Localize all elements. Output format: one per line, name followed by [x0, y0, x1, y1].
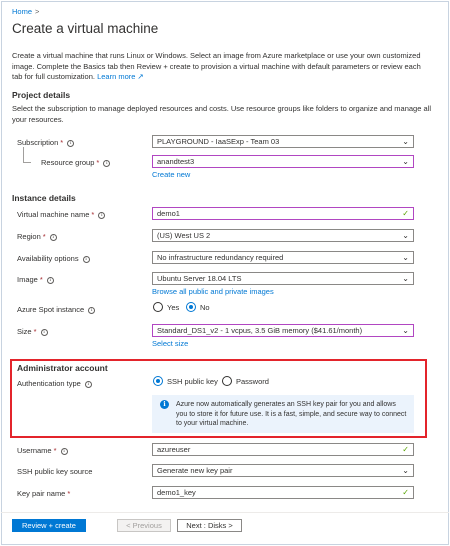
info-icon: i	[160, 400, 169, 409]
chevron-down-icon: ⌄	[402, 137, 409, 146]
ssh-source-label	[17, 467, 92, 476]
spot-no-label: No	[200, 302, 210, 312]
region-label-text: Region	[17, 232, 41, 241]
required-marker: *	[42, 232, 46, 241]
breadcrumb-separator: >	[35, 7, 40, 16]
size-value: Standard_DS1_v2 - 1 vcpus, 3.5 GiB memory ($41.61/month)	[157, 326, 363, 335]
learn-more-link[interactable]: Learn more	[97, 72, 136, 81]
breadcrumb	[12, 7, 39, 16]
region-label	[17, 232, 57, 241]
radio-button[interactable]	[153, 302, 163, 312]
size-label	[17, 327, 48, 336]
subscription-dropdown[interactable]	[152, 135, 414, 148]
username-input[interactable]	[152, 443, 414, 456]
auth-ssh-label: SSH public key	[167, 376, 218, 386]
availability-label	[17, 254, 90, 263]
spot-no-option[interactable]	[186, 302, 210, 312]
info-icon[interactable]: i	[47, 277, 54, 284]
radio-button[interactable]	[186, 302, 196, 312]
spot-label	[17, 305, 95, 314]
availability-label-text: Availability options	[17, 254, 79, 263]
instance-details-heading: Instance details	[12, 193, 76, 203]
required-marker: *	[91, 210, 95, 219]
intro-text	[12, 51, 430, 83]
key-pair-label-text: Key pair name	[17, 489, 66, 498]
ssh-source-value: Generate new key pair	[157, 466, 233, 475]
checkmark-icon: ✓	[402, 209, 409, 218]
size-dropdown[interactable]	[152, 324, 414, 337]
admin-account-heading: Administrator account	[17, 363, 108, 373]
ssh-source-dropdown[interactable]	[152, 464, 414, 477]
required-marker: *	[53, 446, 57, 455]
ssh-info-banner	[152, 395, 414, 433]
ssh-source-label-text: SSH public key source	[17, 467, 93, 476]
key-pair-input[interactable]	[152, 486, 414, 499]
info-icon[interactable]: i	[41, 329, 48, 336]
chevron-down-icon: ⌄	[402, 466, 409, 475]
required-marker: *	[39, 275, 43, 284]
spot-label-text: Azure Spot instance	[17, 305, 85, 314]
auth-password-label: Password	[236, 376, 269, 386]
radio-button[interactable]	[153, 376, 163, 386]
subscription-label	[17, 138, 74, 147]
resource-group-label-text: Resource group	[41, 158, 95, 167]
chevron-down-icon: ⌄	[402, 253, 409, 262]
chevron-down-icon: ⌄	[402, 326, 409, 335]
info-icon[interactable]: i	[50, 234, 57, 241]
vm-name-label-text: Virtual machine name	[17, 210, 90, 219]
breadcrumb-home-link[interactable]: Home	[12, 7, 33, 16]
external-link-icon: ↗	[137, 72, 144, 81]
auth-type-label-text: Authentication type	[17, 379, 81, 388]
review-create-button[interactable]: Review + create	[12, 519, 86, 532]
select-size-link[interactable]: Select size	[152, 339, 189, 348]
next-disks-button[interactable]: Next : Disks >	[177, 519, 242, 532]
auth-ssh-option[interactable]	[153, 376, 218, 386]
browse-images-link[interactable]: Browse all public and private images	[152, 287, 274, 296]
tree-connector	[23, 147, 31, 163]
chevron-down-icon: ⌄	[402, 157, 409, 166]
intro-description: Create a virtual machine that runs Linux or Windows. Select an image from Azure marketplace or use your own customized image. Complete the Basics tab then Review + create to provision a virtual machine with default parameters or review each tab for full customization.	[12, 51, 421, 81]
chevron-down-icon: ⌄	[402, 231, 409, 240]
radio-button[interactable]	[222, 376, 232, 386]
image-dropdown[interactable]	[152, 272, 414, 285]
username-label	[17, 446, 68, 455]
size-label-text: Size	[17, 327, 32, 336]
page-title: Create a virtual machine	[12, 21, 159, 36]
username-label-text: Username	[17, 446, 52, 455]
auth-password-option[interactable]	[222, 376, 269, 386]
region-value: (US) West US 2	[157, 231, 211, 240]
image-value: Ubuntu Server 18.04 LTS	[157, 274, 242, 283]
vm-name-label	[17, 210, 105, 219]
resource-group-label	[41, 158, 110, 167]
auth-type-label	[17, 379, 92, 388]
info-icon[interactable]: i	[83, 256, 90, 263]
chevron-down-icon: ⌄	[402, 274, 409, 283]
footer-divider	[1, 512, 449, 513]
info-icon[interactable]: i	[103, 160, 110, 167]
ssh-info-text: Azure now automatically generates an SSH key pair for you and allows you to store it for future use. It is a fast, simple, and secure way to connect to your virtual machine.	[176, 401, 407, 427]
required-marker: *	[96, 158, 100, 167]
spot-yes-label: Yes	[167, 302, 180, 312]
key-pair-label	[17, 489, 70, 498]
image-label-text: Image	[17, 275, 38, 284]
info-icon[interactable]: i	[67, 140, 74, 147]
vm-name-input[interactable]	[152, 207, 414, 220]
subscription-value: PLAYGROUND - IaaSExp - Team 03	[157, 137, 280, 146]
info-icon[interactable]: i	[61, 448, 68, 455]
vm-name-value: demo1	[157, 209, 180, 218]
required-marker: *	[33, 327, 37, 336]
image-label	[17, 275, 54, 284]
info-icon[interactable]: i	[98, 212, 105, 219]
subscription-label-text: Subscription	[17, 138, 59, 147]
checkmark-icon: ✓	[402, 488, 409, 497]
info-icon[interactable]: i	[88, 307, 95, 314]
availability-dropdown[interactable]	[152, 251, 414, 264]
project-details-heading: Project details	[12, 90, 71, 100]
resource-group-dropdown[interactable]	[152, 155, 414, 168]
project-details-description: Select the subscription to manage deployed resources and costs. Use resource groups like folders to organize and manage all your resources.	[12, 104, 431, 124]
create-new-link[interactable]: Create new	[152, 170, 191, 179]
required-marker: *	[67, 489, 71, 498]
username-value: azureuser	[157, 445, 191, 454]
key-pair-value: demo1_key	[157, 488, 196, 497]
required-marker: *	[60, 138, 64, 147]
previous-button[interactable]: < Previous	[117, 519, 171, 532]
region-dropdown[interactable]	[152, 229, 414, 242]
checkmark-icon: ✓	[402, 445, 409, 454]
spot-yes-option[interactable]	[153, 302, 179, 312]
info-icon[interactable]: i	[85, 381, 92, 388]
resource-group-value: anandtest3	[157, 157, 195, 166]
availability-value: No infrastructure redundancy required	[157, 253, 284, 262]
